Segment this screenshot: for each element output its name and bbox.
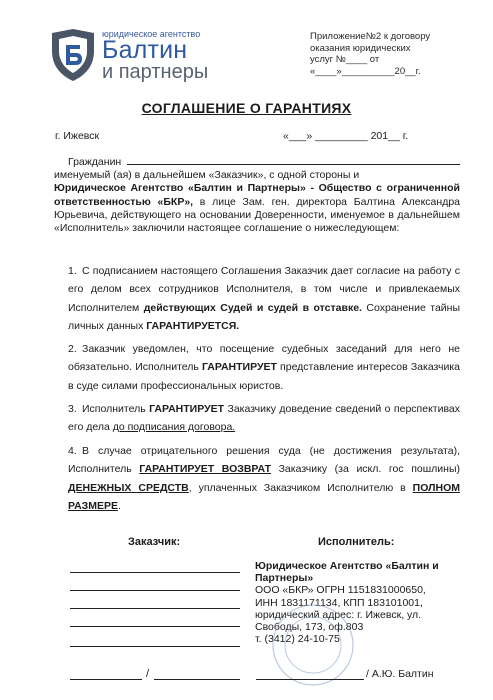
logo-tagline: юридическое агентство bbox=[102, 29, 201, 39]
item-number: 3. bbox=[68, 403, 77, 415]
item-text: представление интересов Заказчика в суде силами профессиональных юристов. bbox=[68, 361, 461, 392]
customer-blank-line bbox=[70, 626, 240, 627]
executor-detail-line: ООО «БКР» ОГРН 1151831000650, bbox=[255, 584, 426, 597]
item-bold: действующих Судей и судей в отставке. bbox=[143, 301, 362, 314]
item-text: В случае отрицательного решения суда (не достижения результата), Исполнитель bbox=[68, 445, 460, 476]
executor-signature-title: Исполнитель: bbox=[318, 536, 395, 548]
item-text: Заказчику доведение сведений о перспективах его дела bbox=[68, 403, 460, 434]
executor-name: Юридическое Агентство «Балтин и Партнеры» bbox=[255, 560, 439, 585]
item-number: 4. bbox=[68, 445, 77, 457]
item-text: Исполнитель bbox=[82, 403, 150, 415]
intro-company: Юридическое Агентство «Балтин и Партнеры» - Общество с ограниченной ответственностью «БКР», bbox=[54, 182, 460, 208]
customer-name-line bbox=[154, 679, 240, 680]
appendix-line: Приложение№2 к договору bbox=[310, 31, 431, 42]
customer-blank-line bbox=[70, 608, 240, 609]
document-title: СОГЛАШЕНИЕ О ГАРАНТИЯХ bbox=[141, 100, 352, 116]
item-text: . bbox=[118, 499, 121, 512]
executor-signature-line bbox=[256, 679, 364, 680]
item-text: Заказчик уведомлен, что посещение судебных заседаний для него не обязательно. Исполнитель bbox=[68, 343, 460, 374]
company-logo bbox=[50, 26, 209, 86]
signature-slash: / bbox=[146, 668, 150, 680]
intro-customer-line bbox=[54, 169, 460, 182]
item-text: Заказчику (за искл. гос пошлины) bbox=[270, 463, 460, 476]
appendix-line: услуг №____ от bbox=[310, 54, 380, 65]
citizen-name-blank bbox=[127, 155, 460, 165]
guarantee-item-4 bbox=[68, 442, 460, 515]
item-bold: ГАРАНТИРУЕТ bbox=[202, 361, 277, 374]
customer-blank-line bbox=[70, 590, 240, 591]
shield-logo-icon bbox=[50, 29, 96, 81]
customer-blank-line bbox=[70, 572, 240, 573]
item-underlined: до подписания договора. bbox=[112, 421, 236, 434]
appendix-note bbox=[310, 31, 460, 77]
item-bold-underlined: ГАРАНТИРУЕТ ВОЗВРАТ bbox=[139, 463, 271, 476]
item-bold: ГАРАНТИРУЕТ bbox=[149, 403, 225, 415]
customer-blank-line bbox=[70, 646, 240, 647]
item-number: 2. bbox=[68, 343, 77, 355]
appendix-line: «____»__________20__г. bbox=[310, 65, 421, 77]
guarantee-item-2 bbox=[68, 340, 460, 395]
guarantee-item-1 bbox=[68, 262, 460, 335]
executor-detail-line: юридический адрес: г. Ижевск, ул. bbox=[255, 608, 422, 621]
appendix-line: оказания юридических bbox=[310, 42, 411, 54]
executor-signer-name: / А.Ю. Балтин bbox=[366, 668, 434, 680]
intro-customer-text: именуемый (ая) в дальнейшем «Заказчик», с одной стороны и bbox=[54, 169, 360, 182]
item-text: Сохранение тайны личных данных bbox=[68, 301, 461, 332]
item-bold-underlined: ПОЛНОМ РАЗМЕРЕ bbox=[68, 481, 460, 512]
executor-detail-line: т. (3412) 24-10-75 bbox=[255, 633, 340, 646]
logo-brand-subtitle: и партнеры bbox=[102, 61, 209, 83]
company-stamp-icon bbox=[268, 600, 358, 690]
citizen-line bbox=[68, 155, 460, 169]
citizen-label: Гражданин bbox=[68, 156, 122, 168]
intro-rest: в лице Зам. ген. директора Балтина Александра Юрьевича, действующего на основании Доверенности, именуемое в дальнейшем «Исполнитель» заключили настоящее соглашение о нижеследующем: bbox=[54, 195, 460, 235]
date-field: «___» _________ 201__ г. bbox=[283, 130, 409, 142]
customer-signature-line bbox=[70, 679, 142, 680]
item-bold-underlined: ДЕНЕЖНЫХ СРЕДСТВ bbox=[68, 481, 189, 494]
item-text: С подписанием настоящего Соглашения Заказчик дает согласие на работу с его делом всех сотрудников Исполнителя, в том числе и привлекаемых Исполнителем bbox=[68, 265, 460, 314]
logo-brand-name: Балтин bbox=[102, 36, 188, 64]
item-number: 1. bbox=[68, 265, 77, 277]
item-text: , уплаченных Заказчиком Исполнителю в bbox=[188, 481, 413, 494]
executor-detail-line: ИНН 1831171134, КПП 183101001, bbox=[255, 596, 423, 609]
intro-body bbox=[54, 182, 460, 235]
item-bold: ГАРАНТИРУЕТСЯ. bbox=[146, 319, 240, 332]
city-label: г. Ижевск bbox=[55, 130, 100, 142]
customer-signature-title: Заказчик: bbox=[128, 536, 181, 548]
executor-detail-line: Свободы, 173, оф.803 bbox=[255, 621, 364, 634]
intro-paragraph bbox=[54, 155, 460, 235]
guarantee-item-3 bbox=[68, 400, 460, 437]
